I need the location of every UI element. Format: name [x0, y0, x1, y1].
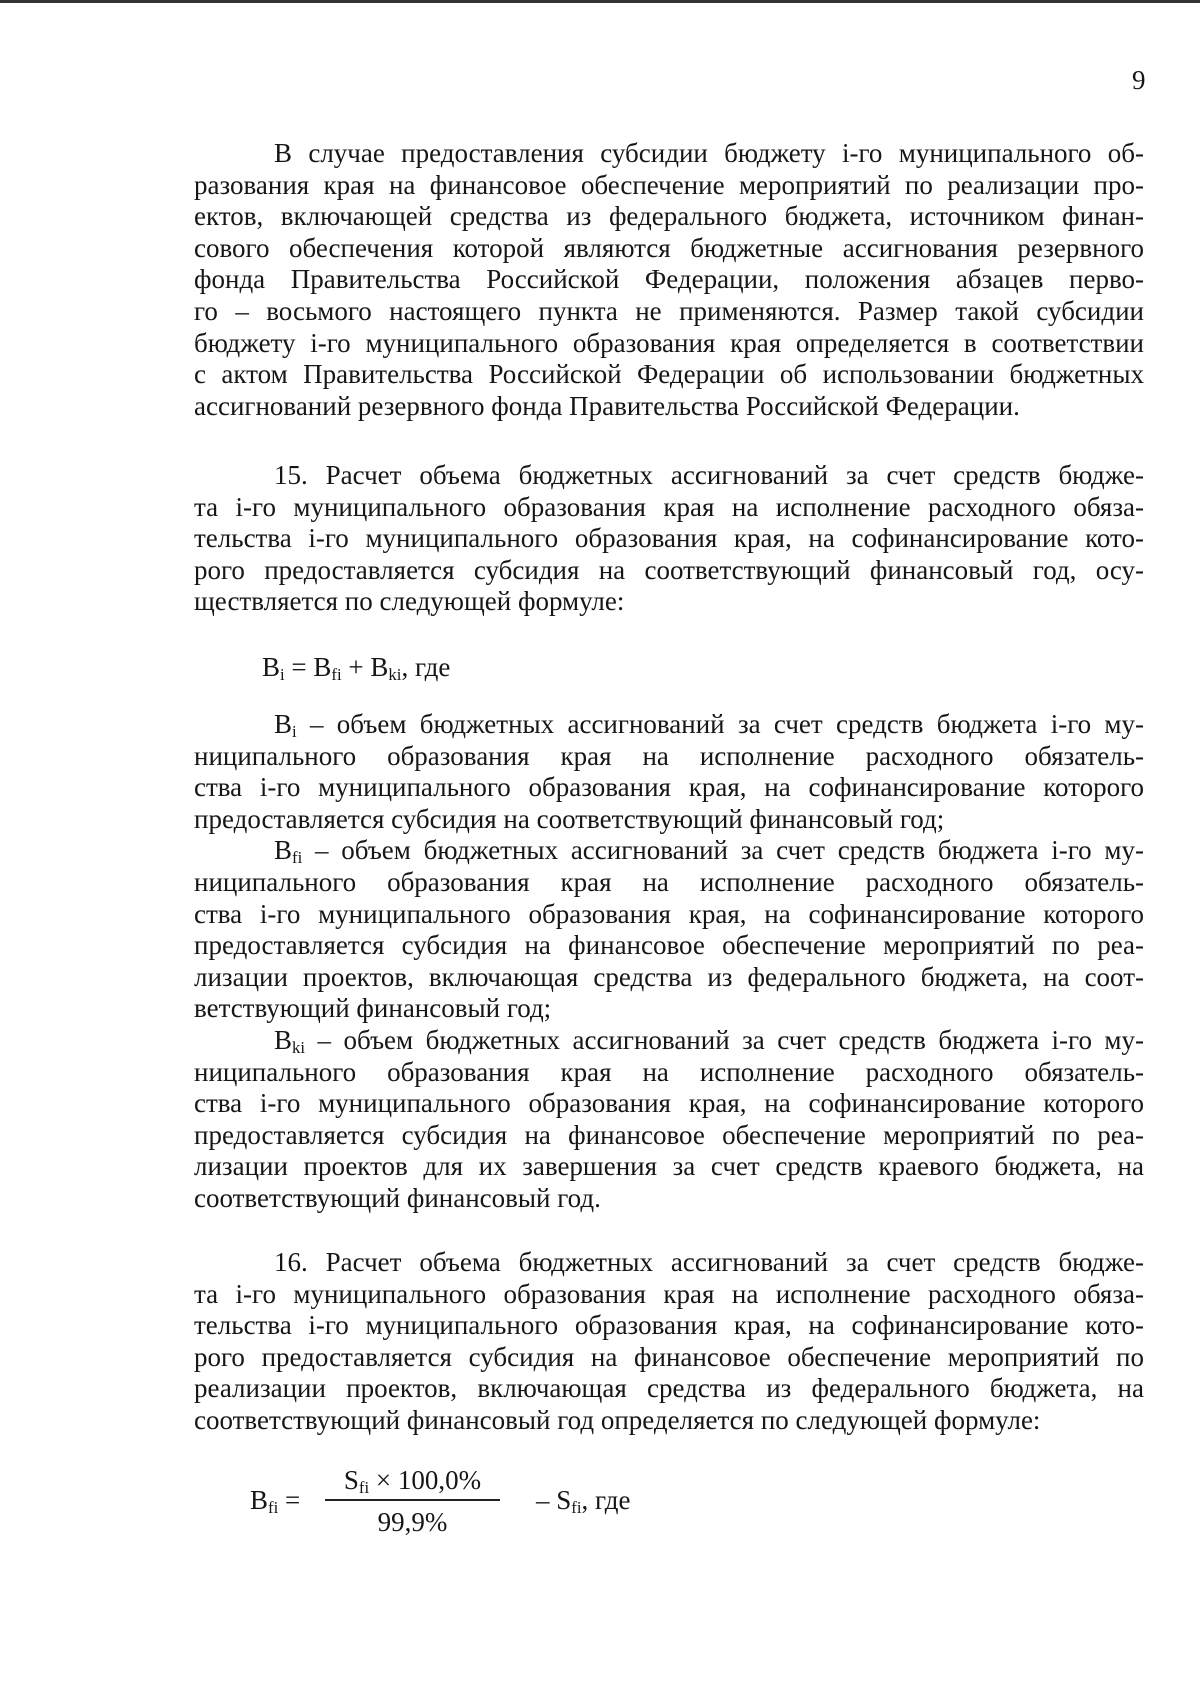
text-line: бюджету i-го муниципального образования края определяется в соответствии — [194, 327, 1144, 358]
text-line: тельства i-го муниципального образования края, на софинансирование кото- — [194, 523, 1144, 554]
text-line: ассигнований резервного фонда Правительства Российской Федерации. — [194, 390, 1020, 421]
text-line: ектов, включающей средства из федерального бюджета, источником финан- — [194, 201, 1144, 232]
text-line: тельства i-го муниципального образования края, на софинансирование кото- — [194, 1310, 1144, 1341]
fraction-bar — [325, 1499, 500, 1501]
definition-bki: $B_{ki}$ – объем бюджетных ассигнований за счет средств бюджета i-го му- — [274, 1024, 1144, 1058]
definition-bi: $B_i$ – объем бюджетных ассигнований за счет средств бюджета i-го му- — [274, 709, 1144, 742]
formula-fraction — [325, 1463, 500, 1539]
text-line: 15. Расчет объема бюджетных ассигнований за счет средств бюдже- — [274, 460, 1144, 490]
text-line: та i-го муниципального образования края на исполнение расходного обяза- — [194, 491, 1144, 522]
text-line: предоставляется субсидия на соответствующий финансовый год; — [194, 803, 945, 834]
formula-definitions — [194, 709, 1144, 1215]
text-line: та i-го муниципального образования края на исполнение расходного обяза- — [194, 1278, 1144, 1309]
text-line: го – восьмого настоящего пункта не применяются. Размер такой субсидии — [194, 295, 1144, 326]
page-number: 9 — [1132, 65, 1146, 95]
paragraph-reserve-fund — [194, 138, 1144, 422]
text-line: предоставляется субсидия на финансовое обеспечение мероприятий по реа- — [194, 1119, 1144, 1150]
formula-rhs: – $S_{fi}$, где — [536, 1485, 631, 1518]
text-line: лизации проектов, включающая средства из федерального бюджета, на соот- — [194, 961, 1144, 992]
text-line: ства i-го муниципального образования края, на софинансирование которого — [194, 898, 1144, 929]
formula-bfi — [250, 1463, 670, 1543]
definition-bfi: $B_{fi}$ – объем бюджетных ассигнований за счет средств бюджета i-го му- — [274, 835, 1144, 868]
text-line: ществляется по следующей формуле: — [194, 586, 625, 617]
text-line: сового обеспечения которой являются бюджетные ассигнования резервного — [194, 232, 1144, 263]
text-line: лизации проектов для их завершения за счет средств краевого бюджета, на — [194, 1151, 1144, 1182]
text-line: соответствующий финансовый год. — [194, 1182, 601, 1213]
text-line: ниципального образования края на исполнение расходного обязатель- — [194, 866, 1144, 897]
text-line: фонда Правительства Российской Федерации, положения абзацев перво- — [194, 264, 1144, 295]
text-line: рого предоставляется субсидия на финансовое обеспечение мероприятий по — [194, 1341, 1144, 1372]
text-line: реализации проектов, включающая средства из федерального бюджета, на — [194, 1373, 1144, 1404]
text-line: ства i-го муниципального образования края, на софинансирование которого — [194, 772, 1144, 803]
text-line: предоставляется субсидия на финансовое обеспечение мероприятий по реа- — [194, 930, 1144, 961]
text-line: ниципального образования края на исполнение расходного обязатель- — [194, 1056, 1144, 1087]
fraction-numerator: $S_{fi} \times 100,0\%$ — [343, 1465, 482, 1498]
text-line: разования края на финансовое обеспечение мероприятий по реализации про- — [194, 169, 1144, 200]
text-line: рого предоставляется субсидия на соответствующий финансовый год, осу- — [194, 554, 1144, 585]
paragraph-16 — [194, 1247, 1144, 1437]
paragraph-15 — [194, 460, 1144, 618]
formula-lhs: $B_{fi}$ = — [250, 1485, 301, 1518]
text-line: ветствующий финансовый год; — [194, 993, 552, 1024]
text-line: В случае предоставления субсидии бюджету i-го муниципального об- — [274, 138, 1144, 168]
text-line: 16. Расчет объема бюджетных ассигнований за счет средств бюдже- — [274, 1247, 1144, 1277]
text-line: ства i-го муниципального образования края, на софинансирование которого — [194, 1088, 1144, 1119]
top-border-rule — [0, 0, 1200, 3]
text-line: ниципального образования края на исполнение расходного обязатель- — [194, 740, 1144, 771]
formula-bi: $B_i = B_{fi} + B_{ki}$, где — [262, 652, 451, 685]
fraction-denominator: 99,9% — [377, 1507, 448, 1537]
text-line: с актом Правительства Российской Федерации об использовании бюджетных — [194, 359, 1144, 390]
text-line: соответствующий финансовый год определяется по следующей формуле: — [194, 1404, 1041, 1435]
